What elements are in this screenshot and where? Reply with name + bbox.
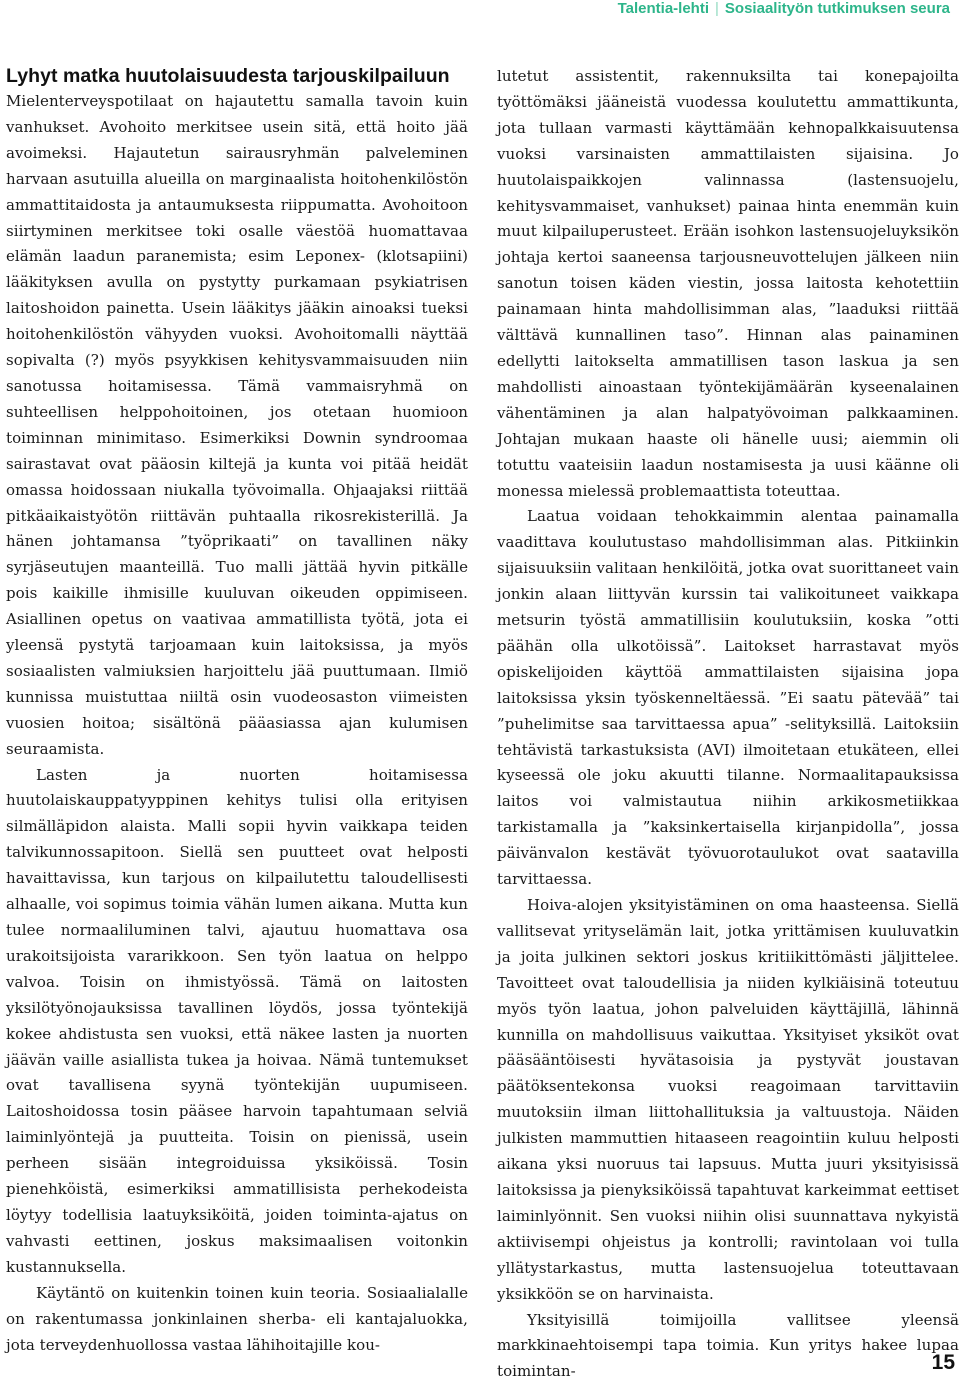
body-paragraph: Lasten ja nuorten hoitamisessa huutolaiskauppatyyppinen kehitys tulisi olla erityisen silmälläpidon alaista. Malli sopii hyvin vaikkapa teiden talvikunnossapitoon. Siellä sen puutteet ovat helposti havaittavissa, kun tarjous on kilpailutettu taloudellisesti alhaalle, voi sopimus toimia vähän lumen aikana. Mutta kun tulee normaaliluminen talvi, ajautuu huomattava osa urakoitsijoista vararikkoon. Sen työn laatua on helppo valvoa. Toisin on ihmistyössä. Tämä on laitosten yksilötyönojauksissa tavallinen löydös, jossa työntekijä kokee ahdistusta sen vuoksi, että näkee lasten ja nuorten jäävän vaille asiallista tukea ja hoivaa. Nämä tuntemukset ovat tavallisena syynä työntekijän uupumiseen. Laitoshoidossa tosin pääsee harvoin tapahtumaan selviä laiminlyöntejä ja puutteita. Toisin on pienissä, usein perheen sisään integroiduissa yksiköissä. Tosin pienehköistä, esimerkiksi ammatillisista perhekodeista löytyy todellisia laatuyksiköitä, joiden toiminta-ajatus on vahvasti eettinen, joskus maksimaalisen voitonkin kustannuksella. [6,763,468,1281]
body-paragraph: lutetut assistentit, rakennuksilta tai konepajoilta työttömäksi jääneistä vuodessa koulutettu ammattikunta, jota tullaan varmasti käyttämään kehnopalkkaisuutensa vuoksi varsinaisten ammattilaisten sijaisina. Jo huutolaispaikkojen valinnassa (lastensuojelu, kehitysvammaiset, vanhukset) painaa hinta enemmän kuin muut kilpailuperusteet. Erään isohkon lastensuojeluyksikön johtaja kertoi saaneensa tarjousneuvottelujen jälkeen niin sanotun toisen käden viestin, jossa laitosta kehotettiin painamaan hinta mahdollisimman alas, ”laaduksi riittää välttävä kunnallinen taso”. Hinnan alas painaminen edellytti laitokselta ammatillisen tason laskua ja sen mahdollisti ainoastaan työntekijämäärän kyseenalainen vähentäminen ja alan halpatyövoiman palkkaaminen. Johtajan mukaan haaste oli hänelle uusi; aiemmin oli totuttu vaateisiin laadun nostamisesta ja uusi käänne oli monessa mielessä problemaattista toteuttaa. [497,64,959,504]
header-separator: | [715,0,719,17]
left-column [6,64,468,1358]
body-paragraph: Yksityisillä toimijoilla vallitsee yleensä markkinaehtoisempi tapa toimia. Kun yritys hakee lupaa toimintan- [497,1308,959,1385]
page-number: 15 [932,1351,955,1375]
body-paragraph: Hoiva-alojen yksityistäminen on oma haasteensa. Siellä vallitsevat yrityselämän lait, jotka yrittämisen kuuluvatkin ja joita julkinen sektori joskus kritiikittömästi jäljittelee. Tavoitteet ovat taloudellisia ja niiden kylkiäisinä toteutuu myös työn laatua, johon palveluiden käyttäjillä, lähinnä kunnilla on mahdollisuus vaikuttaa. Yksityiset yksiköt ovat pääsääntöisesti hyvätasoisia ja pystyvät joustavan päätöksentekonsa vuoksi reagoimaan tarvittaviin muutoksiin ilman liittohallituksia ja valtuustoja. Näiden julkisten mammuttien hitaaseen reagointiin kuluu helposti aikana yksi nuoruus tai lapsuus. Mutta juuri yksityisissä laitoksissa ja pienyksiköissä tapahtuvat karkeimmat eettiset laiminlyönnit. Sen vuoksi niihin olisi suunnattava nykyistä aktiivisempi ohjeistus ja kontrolli; ravintolaan voi tulla yllätystarkastus, mutta lastensuojelua toteuttavaan yksikköön se on harvinaista. [497,893,959,1308]
society-name: Sosiaalityön tutkimuksen seura [725,0,950,17]
body-paragraph: Mielenterveyspotilaat on hajautettu samalla tavoin kuin vanhukset. Avohoito merkitsee usein sitä, että hoito jää avoimeksi. Hajautetun sairausryhmän palveleminen harvaan asutuilla alueilla on marginaalista hoitohenkilöstön ammattitaidosta ja antaumuksesta riippumatta. Avohoitoon siirtyminen merkitsee toki osalle väestöä huomattavaa elämän laadun paranemista; esim Leponex- (klotsapiini) lääkityksen avulla on pystytty purkamaan psykiatrisen laitoshoidon painetta. Usein lääkitys jääkin ainoaksi tueksi hoitohenkilöstön vähyyden vuoksi. Avohoitomalli näyttää sopivalta (?) myös psyykkisen kehitysvammaisuuden niin sanotussa hoitamisessa. Tämä vammaisryhmä on suhteellisen helppohoitoinen, jos otetaan huomioon toiminnan minimitaso. Esimerkiksi Downin syndroomaa sairastavat ovat pääosin kiltejä ja kunta voi pitää heidät omassa hoidossaan niukalla työvoimalla. Ohjaajaksi riittää pitkäaikaistyötön riittävän puhtaalla rikosrekisterillä. Ja hänen johtamansa ”työprikaati” on tavallinen näky syrjäseutujen maanteillä. Tuo malli jättää hyvin pitkälle pois kaikille ihmisille kuuluvan oikeuden oppimiseen. Asiallinen opetus on vaativaa ammatillista työtä, jota ei yleensä pystytä tarjoamaan kuin laitoksissa, ja myös sosiaalisten valmiuksien harjoittelu jää puuttumaan. Ilmiö kunnissa muistuttaa niiltä osin vuodeosaston viimeisten vuosien hoitoa; sisältönä pääasiassa ajan kulumisen seuraamista. [6,89,468,763]
section-heading: Lyhyt matka huutolaisuudesta tarjouskilpailuun [6,64,468,89]
body-paragraph: Käytäntö on kuitenkin toinen kuin teoria. Sosiaalialalle on rakentumassa jonkinlainen sherba- eli kantajaluokka, jota terveydenhuollossa vastaa lähihoitajille kou- [6,1281,468,1359]
journal-name: Talentia-lehti [618,0,709,17]
running-header [618,0,950,24]
body-paragraph: Laatua voidaan tehokkaimmin alentaa painamalla vaadittava koulutustaso mahdollisimman alas. Pitkiinkin sijaisuuksiin valitaan henkilöitä, jotka ovat suorittaneet vain jonkin alaan liittyvän kurssin tai valikoituneet vaikkapa metsurin työstä ammatillisiin koulutuksiin, koska ”otti päähän olla ulkotöissä”. Laitokset harrastavat myös opiskelijoiden käyttöä ammattilaisten sijaisina jopa laitoksissa yksin työskenneltäessä. ”Ei saatu pätevää” tai ”puhelimitse saa tarvittaessa apua” -selityksillä. Laitoksiin tehtävistä tarkastuksista (AVI) ilmoitetaan etukäteen, ellei kyseessä ole joku akuutti tilanne. Normaalitapauksissa laitos voi valmistautua niihin arkikosmetiikkaa tarkistamalla ja ”kaksinkertaisella kirjanpidolla”, jossa päivänvalon kestävät työvuorotaulukot ovat saatavilla tarvittaessa. [497,504,959,893]
right-column [497,64,959,1385]
